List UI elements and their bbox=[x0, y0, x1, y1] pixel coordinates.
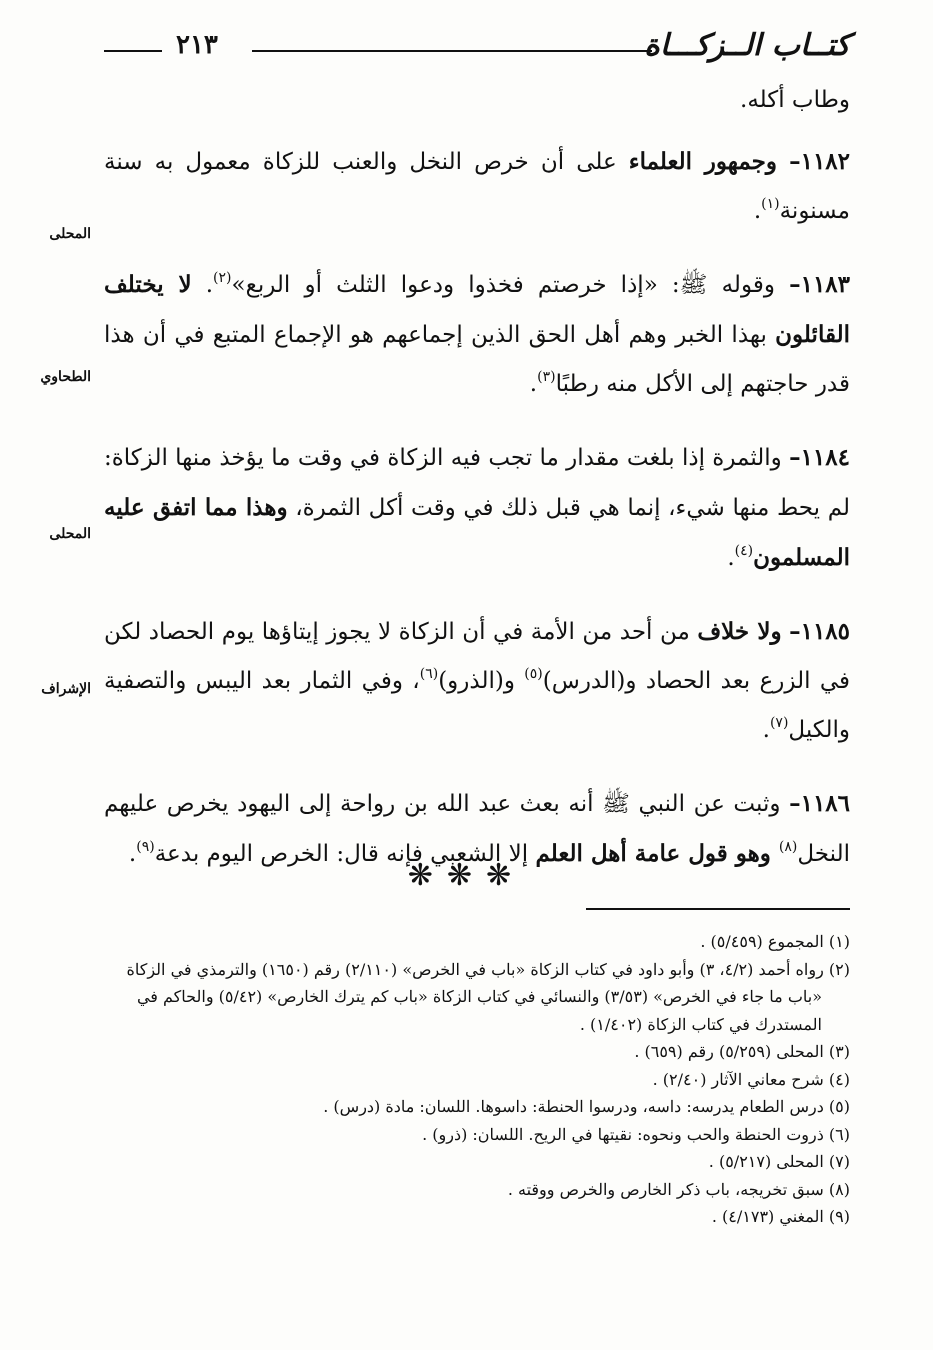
source-label-mohalla-2: المحلى bbox=[49, 526, 91, 542]
footnote-3: (٣) المحلى (٥/٢٥٩) رقم (٦٥٩) . bbox=[634, 1042, 850, 1061]
paragraph-number: ١١٨٤– bbox=[789, 444, 850, 471]
footnote-ref: (١) bbox=[761, 196, 780, 212]
paragraph-1186: ١١٨٦– وثبت عن النبي ﷺ أنه بعث عبد الله بن رواحة إلى اليهود يخرص عليهم النخل$^{(٨)}$ وهو قول عامة أهل العلم إلا الشعبي فإنه قال: الخرص اليوم بدعة$^{(٩)}$. bbox=[104, 790, 851, 867]
footnote-2: (٢) رواه أحمد (٤/٢، ٣) وأبو داود في كتاب الزكاة «باب في الخرص» (٢/١١٠) رقم (١٦٥٠) والترمذي في الزكاة «باب ما جاء في الخرص» (٣/٥٣) والنسائي في كتاب الزكاة «باب كم يترك الخارص» (٥/٤٢) والحاكم في المستدرك في كتاب الزكاة (١/٤٠٢) . bbox=[126, 959, 850, 1034]
paragraph-continuation: وطاب أكله. bbox=[740, 87, 850, 113]
footnote-4: (٤) شرح معاني الآثار (٢/٤٠) . bbox=[652, 1069, 850, 1089]
paragraph-number: ١١٨٦– bbox=[789, 790, 851, 817]
running-title: كتــاب الــزكـــاة bbox=[644, 28, 850, 63]
footnote-ref: (٩) bbox=[136, 839, 155, 855]
footnote-ref: (٦) bbox=[419, 666, 439, 682]
header-rule-left bbox=[104, 50, 162, 52]
header-rule-middle bbox=[252, 50, 652, 52]
footnote-5: (٥) درس الطعام يدرسه: داسه، ودرسوا الحنطة: داسوها. اللسان: مادة (درس) . bbox=[323, 1097, 850, 1116]
paragraph-number: ١١٨٥– bbox=[789, 618, 851, 645]
footnote-ref: (٤) bbox=[734, 543, 754, 559]
footnote-1: (١) المجموع (٥/٤٥٩) . bbox=[700, 932, 850, 951]
footnote-ref: (٨) bbox=[778, 839, 798, 855]
footnote-ref: (٧) bbox=[769, 715, 789, 731]
footnote-ref: (٢) bbox=[213, 270, 232, 286]
footnote-ref: (٣) bbox=[537, 369, 556, 385]
footnote-ref: (٥) bbox=[524, 666, 543, 682]
paragraph-1182: ١١٨٢– وجمهور العلماء على أن خرص النخل والعنب للزكاة معمول به سنة مسنونة$^{(١)}$. bbox=[104, 148, 851, 224]
paragraph-1183: ١١٨٣– وقوله ﷺ: «إذا خرصتم فخذوا ودعوا الثلث أو الربع»$^{(٢)}$. لا يختلف القائلون بهذا الخبر وهم أهل الحق الذين إجماعهم هو الإجماع المتبع في أن هذا قدر حاجتهم إلى الأكل منه رطبًا$^{(٣)}$. bbox=[104, 270, 851, 397]
paragraph-1185: ١١٨٥– ولا خلاف من أحد من الأمة في أن الزكاة لا يجوز إيتاؤها يوم الحصاد لكن في الزرع بعد الحصاد و(الدرس)$^{(٥)}$ و(الذرو)$^{(٦)}$، وفي الثمار بعد اليبس والتصفية والكيل$^{(٧)}$. bbox=[104, 618, 851, 743]
footnote-7: (٧) المحلى (٥/٢١٧) . bbox=[708, 1152, 850, 1171]
footnote-6: (٦) ذروت الحنطة والحب ونحوه: نقيتها في الريح. اللسان: (ذرو) . bbox=[422, 1124, 850, 1144]
paragraph-number: ١١٨٣– bbox=[789, 271, 851, 298]
footnote-rule bbox=[586, 908, 850, 910]
source-label-ishraf: الإشراف bbox=[41, 681, 91, 697]
page-header bbox=[104, 28, 850, 72]
source-label-tahawi: الطحاوي bbox=[40, 369, 91, 385]
footnotes bbox=[104, 928, 850, 1231]
source-label-mohalla: المحلى bbox=[49, 226, 91, 242]
paragraph-number: ١١٨٢– bbox=[789, 148, 851, 175]
paragraph-1184: ١١٨٤– والثمرة إذا بلغت مقدار ما تجب فيه الزكاة في وقت ما يؤخذ منها الزكاة: لم يحط منها شيء، إنما هي قبل ذلك في وقت أكل الثمرة، وهذا مما اتفق عليه المسلمون$^{(٤)}$. bbox=[104, 444, 851, 571]
footnote-8: (٨) سبق تخريجه، باب ذكر الخارص والخرص ووقته . bbox=[507, 1179, 850, 1199]
page-number: ٢١٣ bbox=[176, 30, 218, 60]
section-separator: ❋❋❋ bbox=[407, 858, 526, 893]
body-text bbox=[104, 76, 850, 903]
footnote-9: (٩) المغني (٤/١٧٣) . bbox=[711, 1207, 850, 1226]
